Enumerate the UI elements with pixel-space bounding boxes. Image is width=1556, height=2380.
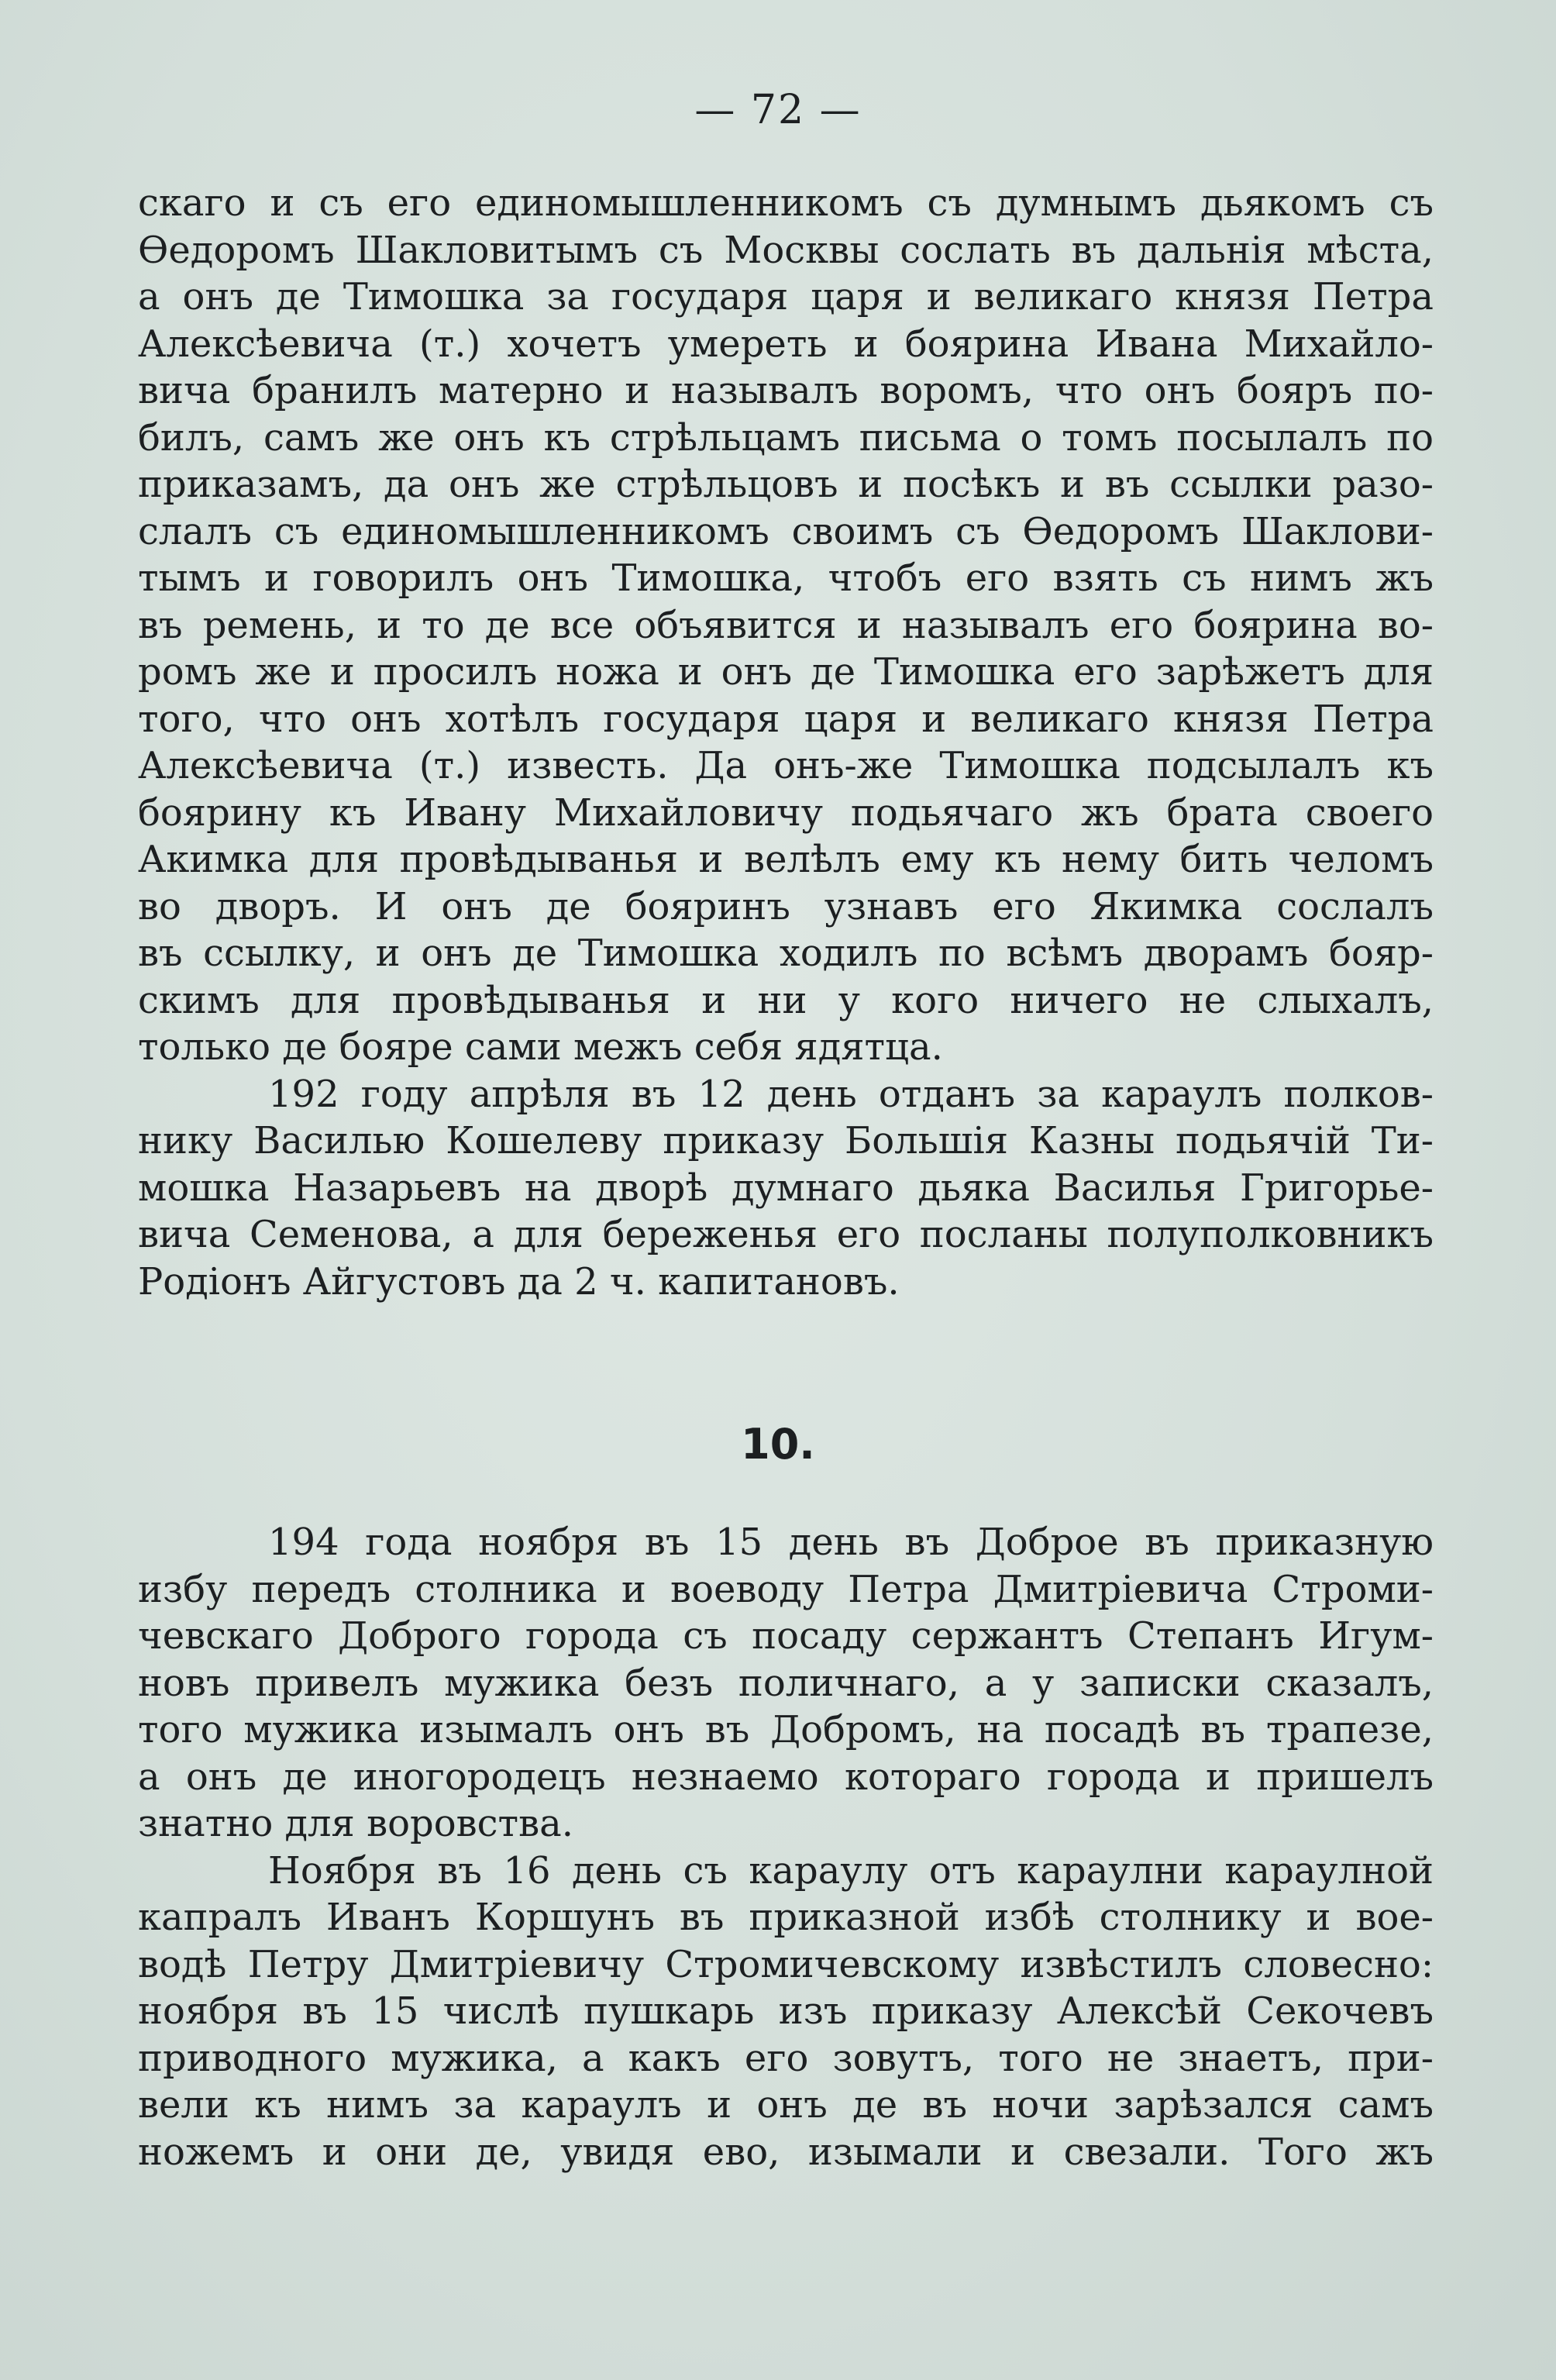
text-line: избу передъ столника и воеводу Петра Дмитріевича Строми- (138, 1567, 1434, 1611)
paragraph-start-line: 194 года ноября въ 15 день въ Доброе въ приказную (268, 1521, 1434, 1564)
text-line: боярину къ Ивану Михайловичу подьячаго жъ брата своего (138, 790, 1434, 835)
paragraph-end-line: только де бояре сами межъ себя ядятца. (138, 1025, 943, 1069)
text-line: ноября въ 15 числѣ пушкарь изъ приказу Алексѣй Секочевъ (138, 1989, 1434, 2033)
text-line: капралъ Иванъ Коршунъ въ приказной избѣ столнику и вое- (138, 1896, 1434, 1939)
text-line: вича бранилъ матерно и называлъ воромъ, что онъ бояръ по- (138, 369, 1434, 412)
paragraph-end-line: знатно для воровства. (138, 1802, 573, 1845)
text-line: нику Василью Кошелеву приказу Большія Казны подьячій Ти- (138, 1119, 1434, 1162)
text-line: Акимка для провѣдыванья и велѣлъ ему къ нему бить челомъ (138, 838, 1434, 881)
text-line: а онъ де иногородецъ незнаемо котораго города и пришелъ (138, 1755, 1434, 1799)
text-line: билъ, самъ же онъ къ стрѣльцамъ письма о томъ посылалъ по (138, 415, 1434, 460)
text-line: водѣ Петру Дмитріевичу Стромичевскому извѣстилъ словесно: (138, 1942, 1434, 1986)
text-line: вича Семенова, а для береженья его посланы полуполковникъ (138, 1213, 1434, 1256)
text-line: скаго и съ его единомышленникомъ съ думнымъ дьякомъ съ (138, 181, 1434, 225)
text-line: Ѳедоромъ Шакловитымъ съ Москвы сослать въ дальнія мѣста, (138, 228, 1434, 272)
text-line: въ ремень, и то де все объявится и называлъ его боярина во- (138, 603, 1434, 647)
paragraph-start-line: Ноября въ 16 день съ караулу отъ караулни караулной (268, 1848, 1434, 1893)
section-two-text (138, 1519, 1434, 2175)
text-line: скимъ для провѣдыванья и ни у кого ничего не слыхалъ, (138, 978, 1434, 1022)
text-line: вели къ нимъ за караулъ и онъ де въ ночи зарѣзался самъ (138, 2083, 1434, 2127)
text-line: того, что онъ хотѣлъ государя царя и великаго князя Петра (138, 697, 1434, 741)
text-line: въ ссылку, и онъ де Тимошка ходилъ по всѣмъ дворамъ бояр- (138, 932, 1434, 975)
section-one-text (138, 180, 1434, 1305)
text-line: Алексѣевича (т.) хочетъ умереть и боярина Ивана Михайло- (138, 322, 1434, 366)
text-line: новъ привелъ мужика безъ поличнаго, а у записки сказалъ, (138, 1661, 1434, 1705)
text-line: ножемъ и они де, увидя ево, изымали и свезали. Того жъ (138, 2130, 1434, 2174)
text-line: приказамъ, да онъ же стрѣльцовъ и посѣкъ и въ ссылки разо- (138, 463, 1434, 506)
text-line: ромъ же и просилъ ножа и онъ де Тимошка его зарѣжетъ для (138, 650, 1434, 694)
text-line: Алексѣевича (т.) известь. Да онъ-же Тимошка подсылалъ къ (138, 744, 1434, 787)
text-line: слалъ съ единомышленникомъ своимъ съ Ѳедоромъ Шаклови- (138, 509, 1434, 553)
text-line: во дворъ. И онъ де бояринъ узнавъ его Якимка сослалъ (138, 884, 1434, 928)
text-line: приводного мужика, а какъ его зовутъ, того не знаетъ, при- (138, 2036, 1434, 2080)
text-line: тымъ и говорилъ онъ Тимошка, чтобъ его взять съ нимъ жъ (138, 556, 1434, 600)
paragraph-start-line: 192 году апрѣля въ 12 день отданъ за караулъ полков- (268, 1072, 1434, 1116)
text-line: чевскаго Доброго города съ посаду сержантъ Степанъ Игум- (138, 1614, 1434, 1658)
text-line: мошка Назарьевъ на дворѣ думнаго дьяка Василья Григорье- (138, 1166, 1434, 1210)
section-number: 10. (741, 1420, 815, 1469)
page-number: — 72 — (694, 87, 862, 133)
text-line: того мужика изымалъ онъ въ Добромъ, на посадѣ въ трапезе, (138, 1708, 1434, 1751)
paragraph-end-line: Родіонъ Айгустовъ да 2 ч. капитановъ. (138, 1259, 900, 1304)
text-line: а онъ де Тимошка за государя царя и великаго князя Петра (138, 275, 1434, 319)
